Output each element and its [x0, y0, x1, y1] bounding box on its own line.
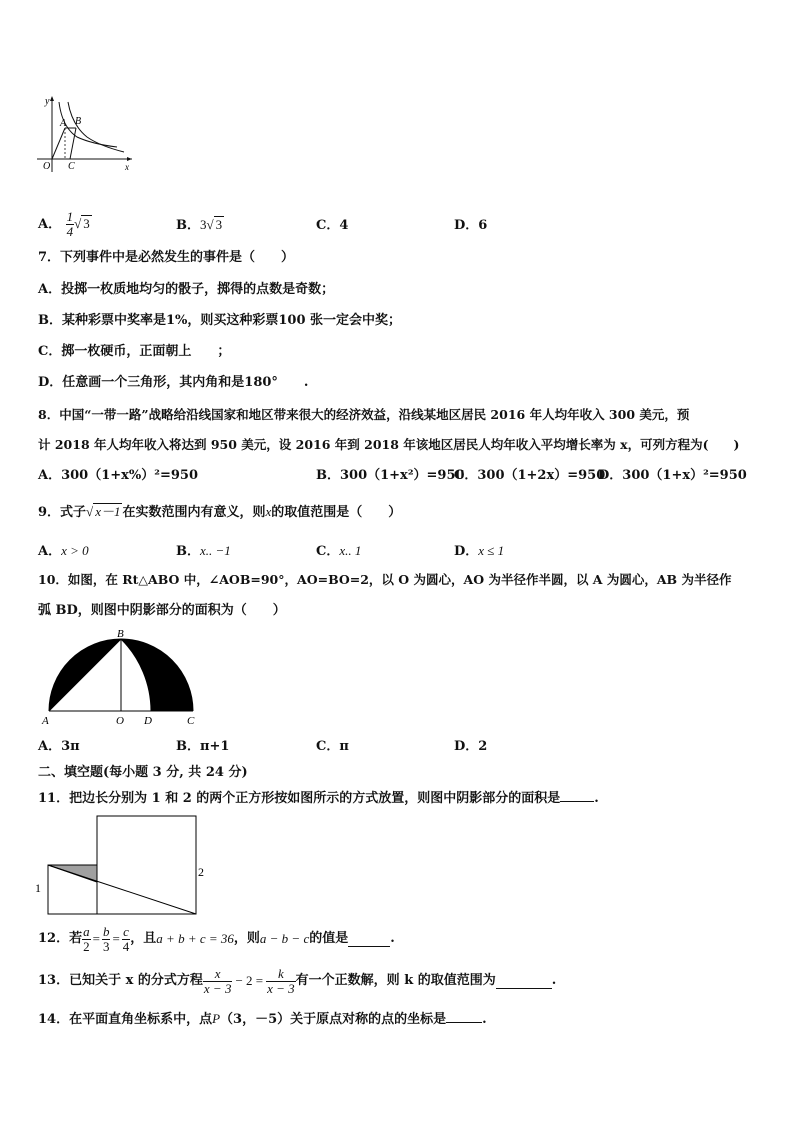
- q7-option-b[interactable]: B．某种彩票中奖率是1%，则买这种彩票100 张一定会中奖；: [38, 313, 402, 328]
- q11-end: .: [594, 791, 599, 806]
- q10-stem-line2: 弧 BD，则图中阴影部分的面积为（ ）: [38, 603, 286, 618]
- q6-option-b[interactable]: [176, 214, 224, 233]
- fraction: [66, 210, 75, 239]
- q11-figure: [30, 812, 208, 918]
- numerator: x: [203, 967, 233, 982]
- denominator: x − 3: [203, 980, 232, 996]
- q9-mid: 在实数范围内有意义，则: [122, 505, 266, 520]
- segment-oa: [52, 128, 65, 159]
- q12-end: .: [390, 931, 395, 946]
- q8-option-d[interactable]: D．300（1+x）²=950: [598, 468, 747, 483]
- q9-option-b[interactable]: [176, 540, 231, 559]
- q10-figure: [40, 626, 204, 728]
- q9-var: x: [265, 504, 272, 519]
- q7-stem: 7．下列事件中是必然发生的事件是（ ）: [38, 250, 295, 265]
- q10-option-d[interactable]: D．2: [454, 739, 488, 754]
- q10-stem-line1: 10．如图，在 Rt△ABO 中，∠AOB=90°，AO=BO=2，以 O 为圆心，AO 为半径作半圆，以 A 为圆心，AB 为半径作: [38, 572, 732, 587]
- q10-option-b[interactable]: B．π+1: [176, 739, 230, 754]
- q12-post: 的值是: [309, 931, 349, 946]
- q8-option-c[interactable]: C．300（1+2x）=950: [454, 468, 606, 483]
- label-o: O: [43, 161, 51, 172]
- curve-1: [59, 102, 117, 147]
- option-text: 6: [478, 218, 488, 233]
- label-y: y: [45, 96, 50, 107]
- option-letter: B．: [176, 218, 200, 233]
- answer-blank[interactable]: [560, 801, 594, 802]
- numerator: b: [102, 923, 110, 939]
- label-a: A: [42, 715, 49, 727]
- numerator: k: [266, 967, 296, 982]
- sqrt: √ 3: [74, 216, 90, 231]
- label-a: A: [60, 118, 67, 129]
- q14-pre: 14．在平面直角坐标系中，点: [38, 1012, 213, 1027]
- fraction-right: [266, 967, 296, 996]
- radicand: 3: [83, 216, 90, 231]
- fraction-b: [102, 925, 111, 954]
- label-b: B: [117, 628, 124, 640]
- answer-blank[interactable]: [446, 1022, 482, 1023]
- denominator: 4: [66, 224, 74, 239]
- label-side-2: 2: [198, 865, 204, 879]
- q13-post: 有一个正数解，则 k 的取值范围为: [295, 973, 496, 988]
- denominator: x − 3: [267, 980, 295, 996]
- q8-stem-line2: 计 2018 年人均年收入将达到 950 美元，设 2016 年到 2018 年该地区居民人均年收入平均增长率为 x，可列方程为( ): [38, 437, 740, 452]
- segment-bc: [70, 128, 76, 159]
- radicand: 3: [215, 217, 223, 232]
- label-c: C: [187, 715, 195, 727]
- q6-option-c[interactable]: [316, 214, 348, 233]
- denominator: 2: [83, 938, 90, 954]
- y-axis-arrow: [50, 96, 54, 101]
- q12-expression: a − b − c: [259, 931, 310, 946]
- q11-stem: [38, 790, 599, 808]
- q6-option-a[interactable]: [38, 210, 92, 239]
- equals: =: [92, 931, 100, 946]
- q10-option-c[interactable]: C．π: [316, 739, 349, 754]
- equals: =: [112, 931, 120, 946]
- q6-graph: [32, 92, 136, 174]
- curve-2: [68, 102, 124, 152]
- q12-pre: 12．若: [38, 931, 83, 946]
- q13-minus: − 2 =: [235, 973, 264, 988]
- option-expr: x ≤ 1: [478, 543, 505, 558]
- answer-blank[interactable]: [496, 974, 552, 989]
- option-letter: D．: [454, 544, 479, 559]
- denominator: 3: [102, 938, 110, 954]
- option-expr: x.. 1: [339, 543, 362, 558]
- q8-option-b[interactable]: B．300（1+x²）=950: [316, 468, 465, 483]
- label-side-1: 1: [35, 881, 41, 895]
- numerator: a: [83, 923, 90, 939]
- shaded-region-right: [121, 639, 193, 711]
- q14-post: （3，－5）关于原点对称的点的坐标是: [220, 1012, 447, 1027]
- label-o: O: [116, 715, 124, 727]
- option-letter: D．: [454, 218, 479, 233]
- q7-option-c[interactable]: C．掷一枚硬币，正面朝上 ；: [38, 344, 231, 359]
- option-letter: C．: [316, 218, 340, 233]
- denominator: 4: [122, 938, 130, 954]
- q12-mid: ，且: [130, 931, 157, 946]
- fraction-left: [203, 967, 233, 996]
- q9-post: 的取值范围是（ ）: [271, 505, 402, 520]
- q9-stem: [38, 503, 401, 522]
- fraction-a: [82, 925, 91, 954]
- option-text: 4: [339, 218, 349, 233]
- sqrt: 3√ 3: [200, 217, 223, 232]
- option-letter: A．: [38, 217, 62, 232]
- q13-stem: [38, 962, 556, 1000]
- radicand: x－1: [95, 504, 121, 519]
- label-b: B: [75, 116, 82, 127]
- option-letter: B．: [176, 544, 200, 559]
- large-square: [97, 816, 196, 914]
- q9-pre: 9．式子: [38, 505, 87, 520]
- fraction-c: [122, 925, 131, 954]
- q11-text: 11．把边长分别为 1 和 2 的两个正方形按如图所示的方式放置，则图中阴影部分的面积是: [38, 791, 561, 806]
- q7-option-d[interactable]: D．任意画一个三角形，其内角和是180° .: [38, 375, 309, 390]
- label-x: x: [125, 162, 129, 172]
- option-expr: x > 0: [61, 543, 89, 558]
- q14-end: .: [482, 1012, 487, 1027]
- label-c: C: [68, 161, 75, 172]
- option-letter: A．: [38, 544, 62, 559]
- q12-condition: a + b + c = 36: [156, 931, 234, 946]
- q7-option-a[interactable]: A．投掷一枚质地均匀的骰子，掷得的点数是奇数；: [38, 282, 335, 297]
- q12-stem: [38, 922, 395, 956]
- option-letter: C．: [316, 544, 340, 559]
- q13-pre: 13．已知关于 x 的分式方程: [38, 973, 203, 988]
- numerator: c: [123, 923, 129, 939]
- option-expr: x.. −1: [200, 543, 231, 558]
- sqrt: √ x－1: [86, 504, 121, 519]
- q6-option-d[interactable]: [454, 214, 487, 233]
- q8-option-a[interactable]: A．300（1+x%）²=950: [38, 468, 198, 483]
- q14-point: P: [212, 1011, 221, 1026]
- q14-stem: [38, 1010, 487, 1029]
- q9-option-a[interactable]: [38, 540, 89, 559]
- label-d: D: [144, 715, 152, 727]
- q13-end: .: [551, 973, 557, 988]
- q8-stem-line1: 8．中国“一带一路”战略给沿线国家和地区带来很大的经济效益，沿线某地区居民 2016 年人均年收入 300 美元，预: [38, 407, 690, 422]
- answer-blank[interactable]: [348, 932, 390, 947]
- numerator: 1: [66, 209, 74, 224]
- q12-mid2: ，则: [233, 931, 260, 946]
- coefficient: 3: [200, 217, 207, 232]
- q9-option-c[interactable]: [316, 540, 361, 559]
- section-2-title: 二、填空题(每小题 3 分, 共 24 分): [38, 765, 248, 780]
- q10-option-a[interactable]: A．3π: [38, 739, 80, 754]
- q9-option-d[interactable]: [454, 540, 504, 559]
- x-axis-arrow: [127, 157, 132, 161]
- diagonal-line: [48, 865, 196, 914]
